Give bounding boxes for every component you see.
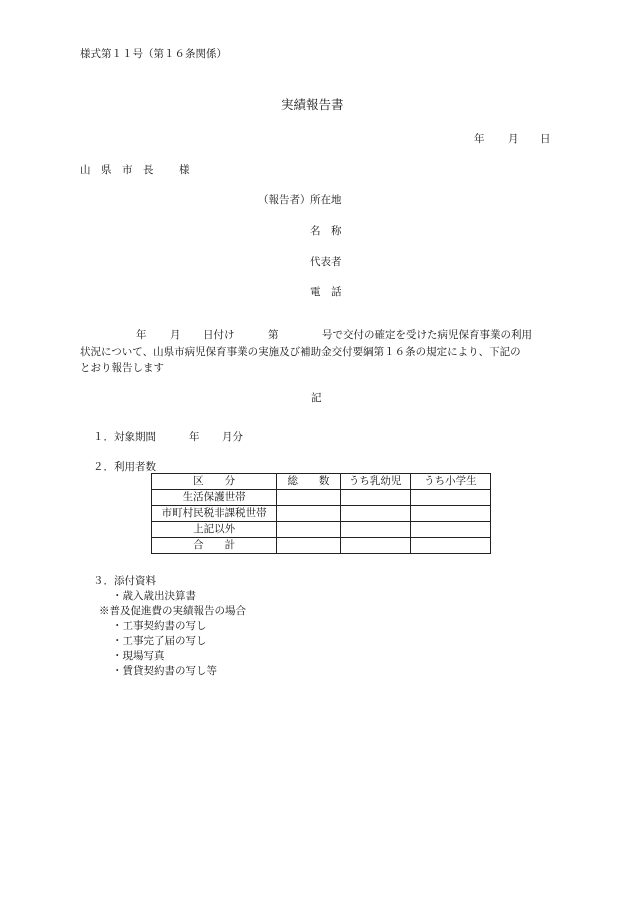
section1-year: 年 xyxy=(189,431,200,443)
table-row xyxy=(152,506,491,522)
table-cell[interactable] xyxy=(277,538,340,554)
addressee-honorific: 様 xyxy=(179,164,190,176)
ki-heading: 記 xyxy=(311,392,322,404)
section1-month: 月分 xyxy=(222,431,243,443)
form-number: 様式第１１号（第１６条関係） xyxy=(80,48,227,60)
date-year-label: 年 xyxy=(474,133,485,145)
body-year: 年 xyxy=(136,329,147,341)
table-cell[interactable] xyxy=(410,490,490,506)
section2-label: ２．利用者数 xyxy=(93,461,156,473)
body-line2: 状況について、山県市病児保育事業の実施及び補助金交付要綱第１６条の規定により、下記の xyxy=(80,346,521,358)
body-dai: 第 xyxy=(268,329,279,341)
body-month: 月 xyxy=(170,329,181,341)
table-header-total: 総 数 xyxy=(277,474,340,490)
table-row xyxy=(152,538,491,554)
section3-label: ３．添付資料 xyxy=(93,575,156,587)
body-line1-rest: 号で交付の確定を受けた病児保育事業の利用 xyxy=(322,329,532,341)
page-title: 実績報告書 xyxy=(281,97,344,112)
table-row-label: 上記以外 xyxy=(152,522,277,538)
reporter-prefix: （報告者） xyxy=(258,194,311,206)
table-header-row xyxy=(152,474,491,490)
table-cell[interactable] xyxy=(277,522,340,538)
table-header-infants: うち乳幼児 xyxy=(340,474,410,490)
reporter-representative-label: 代表者 xyxy=(310,256,342,268)
table-row-label: 合 計 xyxy=(152,538,277,554)
table-row-label: 生活保護世帯 xyxy=(152,490,277,506)
body-line3: とおり報告します xyxy=(80,362,164,374)
attachment-note-item: ・工事完了届の写し xyxy=(112,635,207,647)
table-cell[interactable] xyxy=(340,538,410,554)
section1-label: １．対象期間 xyxy=(93,431,156,443)
table-cell[interactable] xyxy=(410,522,490,538)
reporter-address-label: 所在地 xyxy=(310,194,342,206)
addressee-mayor: 山 県 市 長 xyxy=(80,164,154,176)
table-cell[interactable] xyxy=(410,538,490,554)
attachment-note-item: ・現場写真 xyxy=(112,650,165,662)
table-cell[interactable] xyxy=(410,506,490,522)
table-cell[interactable] xyxy=(340,490,410,506)
table-row xyxy=(152,490,491,506)
table-header-category: 区 分 xyxy=(152,474,277,490)
table-row-label: 市町村民税非課税世帯 xyxy=(152,506,277,522)
attachment-note-item: ・工事契約書の写し xyxy=(112,620,207,632)
table-cell[interactable] xyxy=(277,490,340,506)
attachment-note-item: ・賃貸契約書の写し等 xyxy=(112,665,217,677)
date-day-label: 日 xyxy=(540,133,551,145)
table-cell[interactable] xyxy=(277,506,340,522)
table-cell[interactable] xyxy=(340,506,410,522)
body-dated: 日付け xyxy=(203,329,235,341)
user-count-table xyxy=(151,473,491,554)
reporter-name-label: 名 称 xyxy=(310,225,342,237)
date-month-label: 月 xyxy=(508,133,519,145)
table-header-elementary: うち小学生 xyxy=(410,474,490,490)
table-row xyxy=(152,522,491,538)
reporter-phone-label: 電 話 xyxy=(310,286,342,298)
attachment-item: ・歳入歳出決算書 xyxy=(112,590,196,602)
table-cell[interactable] xyxy=(340,522,410,538)
attachment-note: ※普及促進費の実績報告の場合 xyxy=(99,605,246,617)
